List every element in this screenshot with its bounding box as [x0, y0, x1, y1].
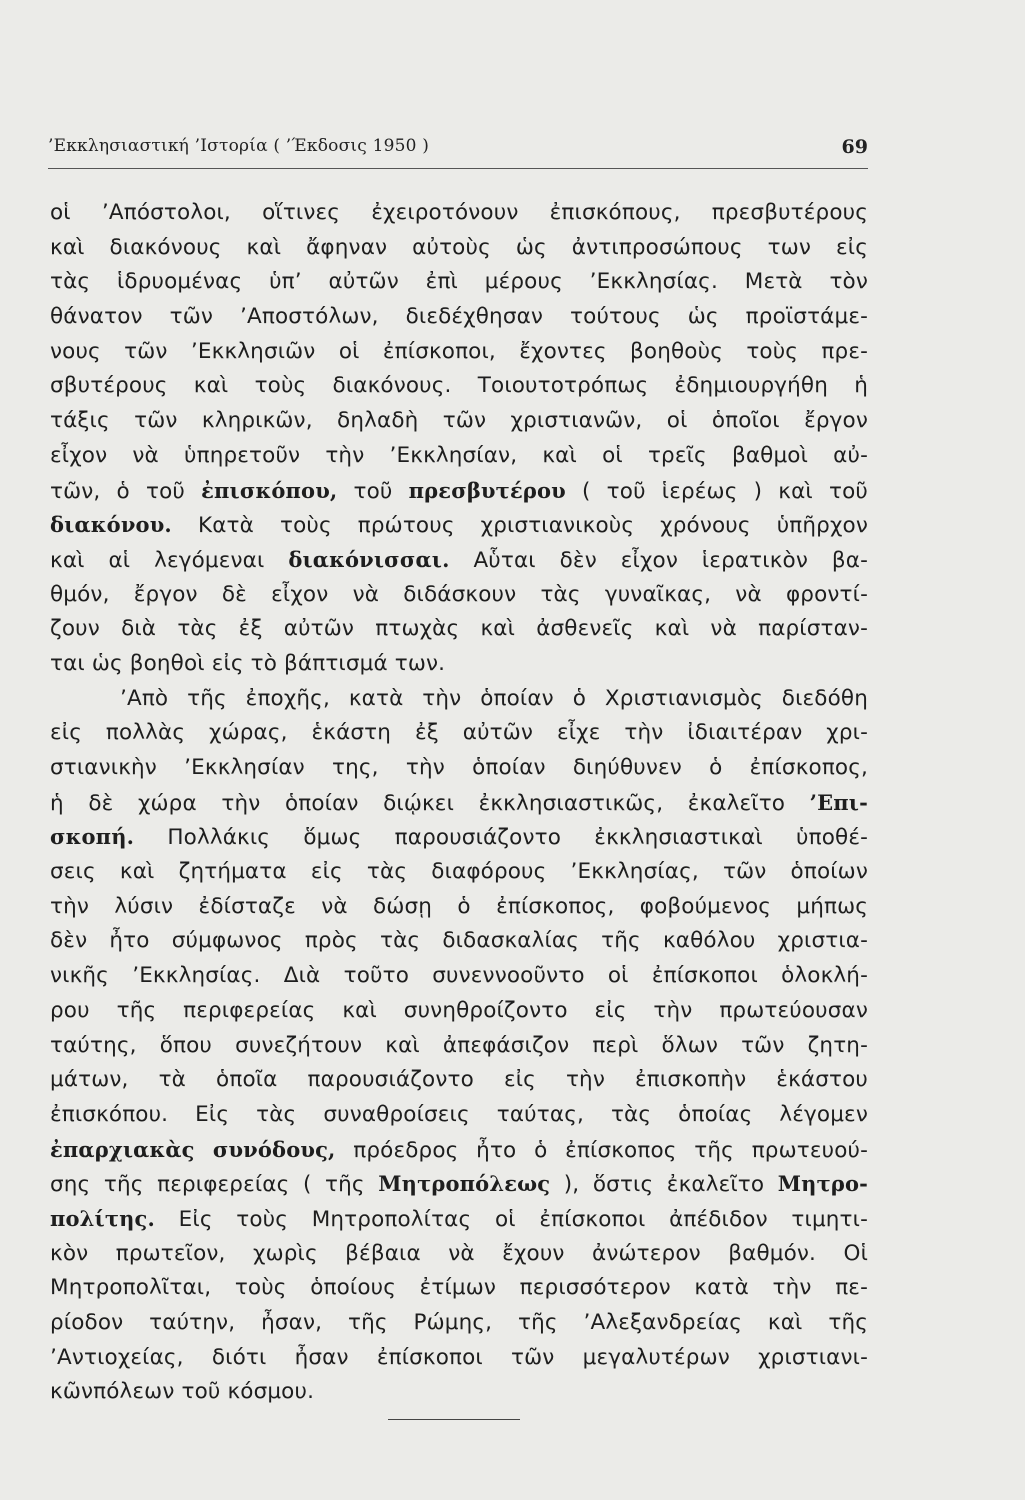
text-run: Αὗται δὲν εἶχον ἱερατικὸν βα- [449, 547, 868, 573]
text-run: τάξις τῶν κληρικῶν, δηλαδὴ τῶν χριστιανῶν, οἱ ὁποῖοι ἔργον [50, 408, 868, 434]
text-line [50, 231, 868, 266]
text-run: ), ὅστις ἐκαλεῖτο [550, 1172, 778, 1198]
section-end-rule [388, 1419, 520, 1420]
emphasized-term: ’Επι- [809, 789, 868, 815]
text-run: ταύτης, ὅπου συνεζήτουν καὶ ἀπεφάσιζον περὶ ὅλων τῶν ζητη- [50, 1032, 868, 1058]
text-run: τοῦ [337, 478, 409, 504]
text-line [50, 404, 868, 439]
text-line [50, 300, 868, 335]
text-run: θάνατον τῶν ’Αποστόλων, διεδέχθησαν τούτους ὡς προϊστάμε- [50, 304, 868, 330]
text-run: δὲν ἦτο σύμφωνος πρὸς τὰς διδασκαλίας τῆς καθόλου χριστια- [50, 928, 868, 954]
text-line [50, 508, 868, 543]
text-line [50, 890, 868, 925]
text-line [50, 855, 868, 890]
text-line [50, 439, 868, 474]
text-line [50, 1202, 868, 1237]
text-run: Κατὰ τοὺς πρώτους χριστιανικοὺς χρόνους ὑπῆρχον [171, 513, 868, 539]
text-run: ἡ δὲ χώρα τὴν ὁποίαν διῴκει ἐκκλησιαστικῶς, ἐκαλεῖτο [50, 790, 810, 816]
running-header [48, 136, 868, 162]
text-run: καὶ διακόνους καὶ ἄφηναν αὐτοὺς ὡς ἀντιπροσώπους των εἰς [50, 234, 868, 260]
text-run: ’Αντιοχείας, διότι ἦσαν ἐπίσκοποι τῶν μεγαλυτέρων χριστιανι- [50, 1344, 868, 1370]
emphasized-term: ἐπαρχιακὰς συνόδους, [50, 1136, 336, 1162]
text-line [50, 265, 868, 300]
text-line [50, 1237, 868, 1272]
text-run: καὶ αἱ λεγόμεναι [50, 547, 289, 573]
text-line [50, 1306, 868, 1341]
text-run: κὸν πρωτεῖον, χωρὶς βέβαια νὰ ἔχουν ἀνώτερον βαθμόν. Οἱ [50, 1240, 868, 1266]
text-line [50, 786, 868, 821]
text-line [50, 1167, 868, 1202]
emphasized-term: διακόνου. [50, 512, 172, 538]
emphasized-term: διακόνισσαι. [288, 546, 450, 572]
emphasized-term: ἐπισκόπου, [201, 477, 338, 503]
text-line [50, 716, 868, 751]
body-text [50, 196, 868, 1410]
text-line [50, 196, 868, 231]
text-run: ’Απὸ τῆς ἐποχῆς, κατὰ τὴν ὁποίαν ὁ Χριστιανισμὸς διεδόθη [120, 685, 868, 711]
text-line [50, 612, 868, 647]
text-run: ρίοδον ταύτην, ἦσαν, τῆς Ρώμης, τῆς ’Αλεξανδρείας καὶ τῆς [50, 1310, 868, 1335]
emphasized-term: πολίτης. [50, 1205, 155, 1231]
text-line [50, 820, 868, 855]
text-run: Εἰς τοὺς Μητροπολίτας οἱ ἐπίσκοποι ἀπέδιδον τιμητι- [154, 1206, 868, 1232]
text-line [50, 994, 868, 1029]
text-run: εἰς πολλὰς χώρας, ἑκάστη ἐξ αὐτῶν εἶχε τὴν ἰδιαιτέραν χρι- [50, 720, 868, 746]
emphasized-term: σκοπή. [50, 824, 135, 850]
text-line [50, 647, 868, 682]
emphasized-term: Μητρο- [777, 1171, 868, 1197]
text-run: Πολλάκις ὅμως παρουσιάζοντο ἐκκλησιαστικαὶ ὑποθέ- [134, 825, 868, 851]
header-rule [48, 168, 868, 169]
text-run: ( τοῦ ἱερέως ) καὶ τοῦ [565, 478, 868, 504]
running-title: ’Εκκλησιαστική ’Ιστορία ( ’Έκδοσις 1950 ) [48, 136, 430, 156]
text-line [50, 1375, 868, 1410]
text-run: τὰς ἱδρυομένας ὑπ’ αὐτῶν ἐπὶ μέρους ’Εκκλησίας. Μετὰ τὸν [50, 269, 868, 295]
page-number: 69 [841, 136, 868, 158]
text-line [50, 1341, 868, 1376]
text-run: νικῆς ’Εκκλησίας. Διὰ τοῦτο συνεννοοῦντο οἱ ἐπίσκοποι ὁλοκλή- [50, 963, 868, 989]
text-line [50, 335, 868, 370]
text-run: τὴν λύσιν ἐδίσταζε νὰ δώσῃ ὁ ἐπίσκοπος, φοβούμενος μήπως [50, 893, 868, 919]
text-line [50, 751, 868, 786]
text-run: θμόν, ἔργον δὲ εἶχον νὰ διδάσκουν τὰς γυναῖκας, νὰ φροντί- [50, 581, 868, 607]
text-line [50, 369, 868, 404]
text-line [50, 474, 868, 509]
text-run: σβυτέρους καὶ τοὺς διακόνους. Τοιουτοτρόπως ἐδημιουργήθη ἡ [50, 373, 868, 399]
text-line [50, 1063, 868, 1098]
text-run: μάτων, τὰ ὁποῖα παρουσιάζοντο εἰς τὴν ἐπισκοπὴν ἑκάστου [50, 1067, 868, 1093]
text-line [50, 682, 868, 717]
text-line [50, 578, 868, 613]
text-run: τῶν, ὁ τοῦ [50, 478, 202, 504]
text-run: νους τῶν ’Εκκλησιῶν οἱ ἐπίσκοποι, ἔχοντες βοηθοὺς τοὺς πρε- [50, 338, 868, 364]
text-line [50, 1029, 868, 1064]
text-line [50, 1271, 868, 1306]
text-run: ρου τῆς περιφερείας καὶ συνηθροίζοντο εἰς τὴν πρωτεύουσαν [50, 997, 868, 1023]
text-run: οἱ ’Απόστολοι, οἵτινες ἐχειροτόνουν ἐπισκόπους, πρεσβυτέρους [50, 200, 868, 225]
text-run: ται ὡς βοηθοὶ εἰς τὸ βάπτισμά των. [50, 650, 446, 676]
text-run: εἶχον νὰ ὑπηρετοῦν τὴν ’Εκκλησίαν, καὶ οἱ τρεῖς βαθμοὶ αὐ- [50, 442, 868, 468]
text-run: σεις καὶ ζητήματα εἰς τὰς διαφόρους ’Εκκλησίας, τῶν ὁποίων [50, 859, 868, 885]
text-run: σης τῆς περιφερείας ( τῆς [50, 1172, 379, 1198]
text-line [50, 924, 868, 959]
emphasized-term: πρεσβυτέρου [408, 477, 566, 503]
text-run: στιανικὴν ’Εκκλησίαν της, τὴν ὁποίαν διηύθυνεν ὁ ἐπίσκοπος, [50, 755, 868, 780]
emphasized-term: Μητροπόλεως [378, 1171, 551, 1197]
text-run: πρόεδρος ἦτο ὁ ἐπίσκοπος τῆς πρωτευού- [335, 1137, 868, 1163]
text-line [50, 1098, 868, 1133]
text-run: κῶνπόλεων τοῦ κόσμου. [50, 1379, 315, 1405]
text-run: Μητροπολῖται, τοὺς ὁποίους ἐτίμων περισσότερον κατὰ τὴν πε- [50, 1275, 868, 1301]
text-run: ζουν διὰ τὰς ἐξ αὐτῶν πτωχὰς καὶ ἀσθενεῖς καὶ νὰ παρίσταν- [50, 616, 868, 642]
text-line [50, 959, 868, 994]
text-line [50, 1133, 868, 1168]
text-line [50, 543, 868, 578]
text-run: ἐπισκόπου. Εἰς τὰς συναθροίσεις ταύτας, τὰς ὁποίας λέγομεν [50, 1101, 868, 1127]
